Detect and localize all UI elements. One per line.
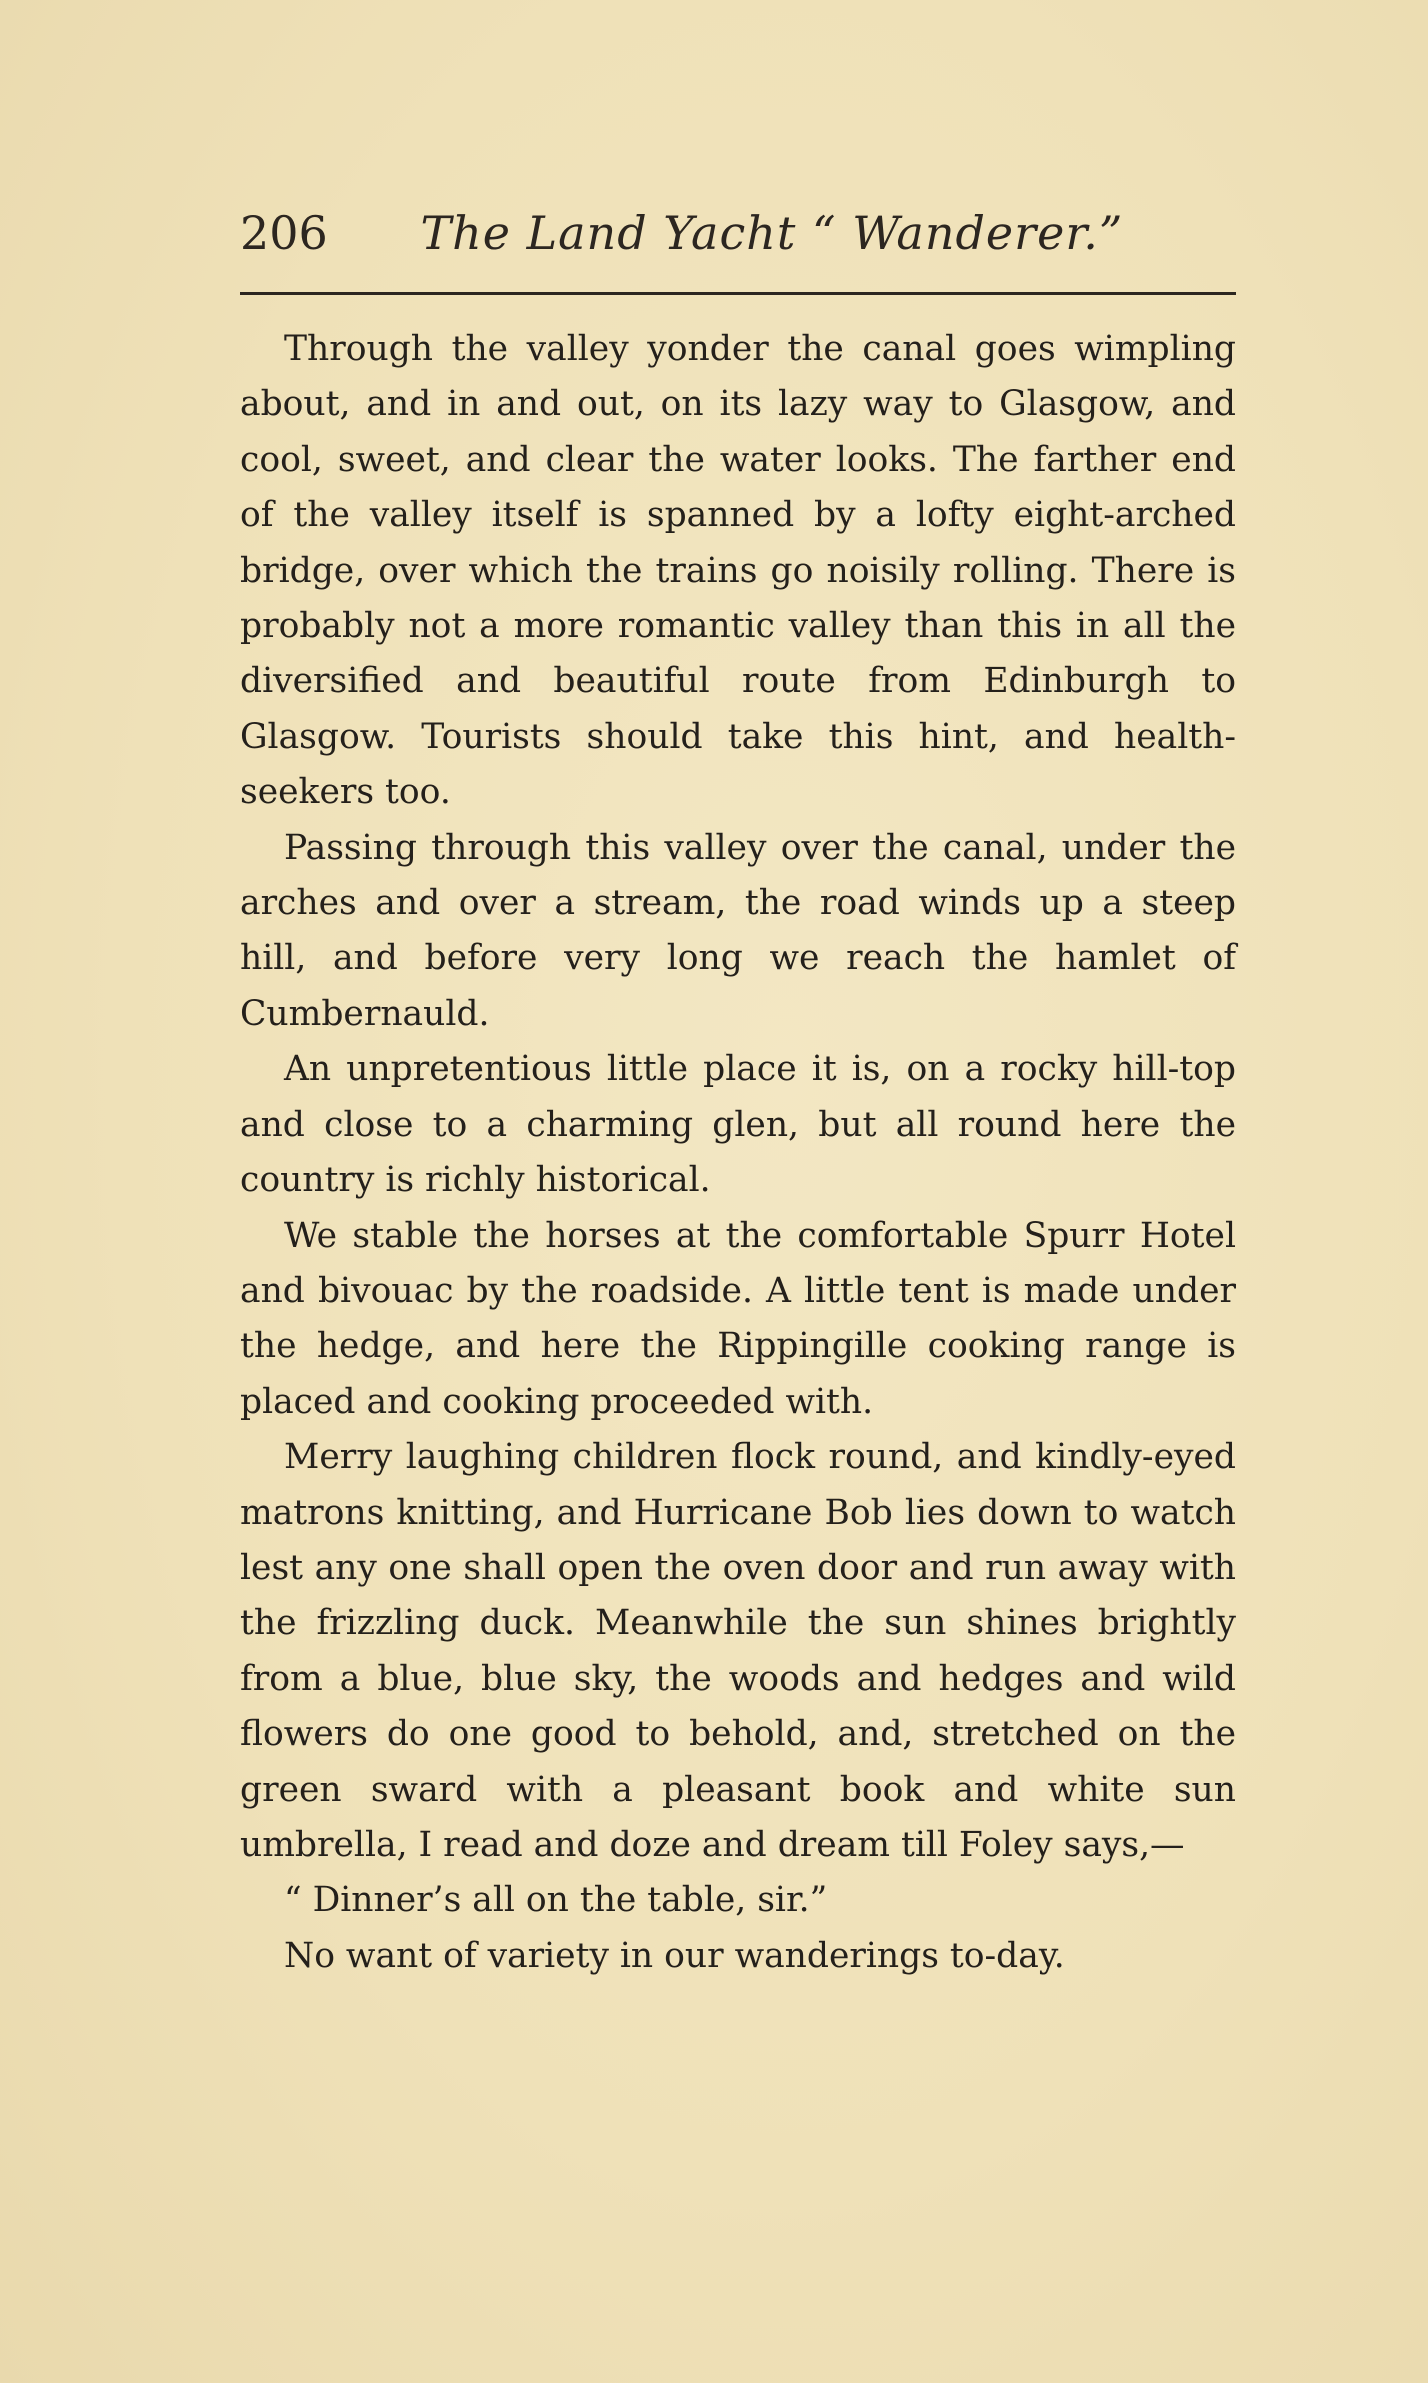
paragraph: An unpretentious little place it is, on a rocky hill-top and close to a charming glen, but all round here the country is richly historical. <box>240 1049 1236 1201</box>
paragraph: We stable the horses at the comfortable Spurr Hotel and bivouac by the roadside. A little tent is made under the hedge, and here the Rippingille cooking range is placed and cooking proceeded with. <box>240 1215 1236 1422</box>
paragraph: Passing through this valley over the canal, under the arches and over a stream, the road winds up a steep hill, and before very long we reach the hamlet of Cumbernauld. <box>240 827 1236 1034</box>
running-title: The Land Yacht “ Wanderer.” <box>420 206 1124 260</box>
paragraph: “ Dinner’s all on the table, sir.” <box>284 1880 828 1921</box>
header-rule <box>240 292 1236 295</box>
page-number: 206 <box>240 206 328 260</box>
paragraph: Through the valley yonder the canal goes wimpling about, and in and out, on its lazy way to Glasgow, and cool, sweet, and clear the water looks. The farther end of the valley itself is spanned by a lofty eight-arched bridge, over which the trains go noisily rolling. There is probably not a more romantic valley than this in all the diversified and beautiful route from Edinburgh to Glasgow. Tourists should take this hint, and health-seekers too. <box>240 329 1236 813</box>
running-header <box>240 198 1240 268</box>
body-text <box>240 322 1236 1984</box>
paragraph: No want of variety in our wanderings to-day. <box>284 1935 1065 1976</box>
paragraph: Merry laughing children flock round, and kindly-eyed matrons knitting, and Hurricane Bob lies down to watch lest any one shall open the oven door and run away with the frizzling duck. Meanwhile the sun shines brightly from a blue, blue sky, the woods and hedges and wild flowers do one good to behold, and, stretched on the green sward with a pleasant book and white sun umbrella, I read and doze and dream till Foley says,— <box>240 1437 1236 1865</box>
